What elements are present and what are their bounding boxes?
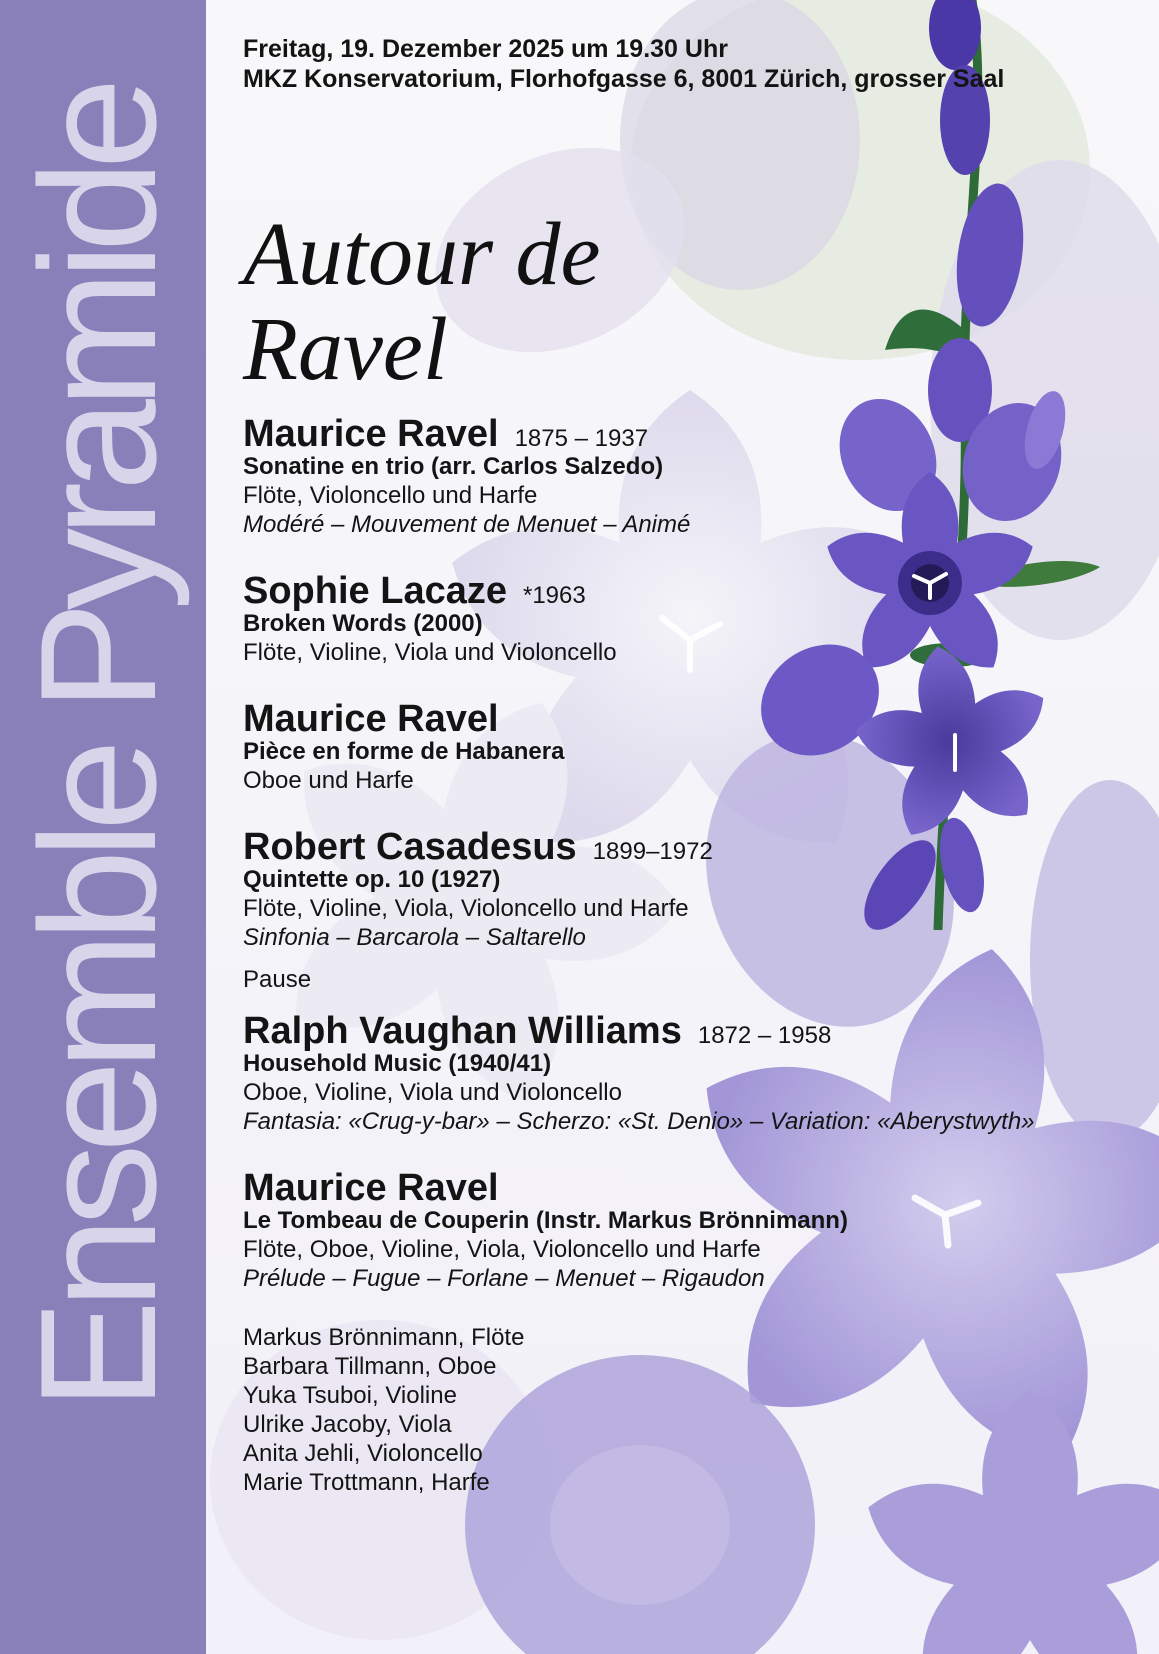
title-line-2: Ravel: [243, 300, 448, 399]
composer-name: Robert Casadesus: [243, 826, 577, 868]
composer-name: Maurice Ravel: [243, 1167, 499, 1209]
composer-line: [243, 826, 1035, 868]
program: [243, 413, 1035, 1497]
side-band: [0, 0, 206, 1654]
program-item: [243, 413, 1035, 539]
movements: Modéré – Mouvement de Menuet – Animé: [243, 511, 691, 538]
instrumentation: Flöte, Violine, Viola, Violoncello und Harfe: [243, 895, 689, 922]
work-title: Sonatine en trio (arr. Carlos Salzedo): [243, 453, 664, 480]
title-line-1: Autour de: [243, 205, 601, 304]
program-item: [243, 1010, 1035, 1136]
composer-name: Ralph Vaughan Williams: [243, 1010, 682, 1052]
work-title: Broken Words (2000): [243, 610, 483, 637]
composer-dates: 1872 – 1958: [697, 1022, 832, 1049]
composer-dates: 1875 – 1937: [514, 425, 649, 452]
composer-line: [243, 1167, 1035, 1209]
event-date: Freitag, 19. Dezember 2025 um 19.30 Uhr: [243, 35, 728, 63]
instrumentation: Flöte, Violoncello und Harfe: [243, 482, 538, 509]
musician: Marie Trottmann, Harfe: [243, 1469, 490, 1496]
musician: Ulrike Jacoby, Viola: [243, 1411, 452, 1438]
movements: Sinfonia – Barcarola – Saltarello: [243, 924, 586, 951]
event-venue: MKZ Konservatorium, Florhofgasse 6, 8001 Zürich, grosser Saal: [243, 65, 1005, 93]
composer-line: [243, 698, 1035, 740]
instrumentation: Oboe, Violine, Viola und Violoncello: [243, 1079, 622, 1106]
program-item: [243, 1167, 1035, 1293]
instrumentation: Flöte, Violine, Viola und Violoncello: [243, 639, 617, 666]
event-info: [243, 34, 1004, 94]
movements: Fantasia: «Crug-y-bar» – Scherzo: «St. Denio» – Variation: «Aberystwyth»: [243, 1108, 1035, 1135]
ensemble-name: Ensemble Pyramide: [6, 86, 190, 1410]
composer-dates: 1899–1972: [592, 838, 713, 865]
work-title: Le Tombeau de Couperin (Instr. Markus Brönnimann): [243, 1207, 848, 1234]
musician: Anita Jehli, Violoncello: [243, 1440, 483, 1467]
musician: Yuka Tsuboi, Violine: [243, 1382, 457, 1409]
work-title: Household Music (1940/41): [243, 1050, 552, 1077]
composer-name: Maurice Ravel: [243, 698, 499, 740]
musician-list: [243, 1323, 1035, 1497]
work-title: Pièce en forme de Habanera: [243, 738, 565, 765]
composer-line: [243, 413, 1035, 455]
composer-line: [243, 1010, 1035, 1052]
concert-title: [243, 207, 600, 397]
program-item: [243, 570, 1035, 667]
composer-name: Maurice Ravel: [243, 413, 499, 455]
musician: Markus Brönnimann, Flöte: [243, 1324, 525, 1351]
composer-line: [243, 570, 1035, 612]
musician: Barbara Tillmann, Oboe: [243, 1353, 497, 1380]
work-title: Quintette op. 10 (1927): [243, 866, 501, 893]
composer-name: Sophie Lacaze: [243, 570, 507, 612]
instrumentation: Oboe und Harfe: [243, 767, 414, 794]
instrumentation: Flöte, Oboe, Violine, Viola, Violoncello und Harfe: [243, 1236, 761, 1263]
program-item: [243, 698, 1035, 795]
intermission: Pause: [243, 966, 312, 993]
movements: Prélude – Fugue – Forlane – Menuet – Rigaudon: [243, 1265, 765, 1292]
program-item: [243, 826, 1035, 952]
composer-dates: *1963: [522, 582, 586, 609]
